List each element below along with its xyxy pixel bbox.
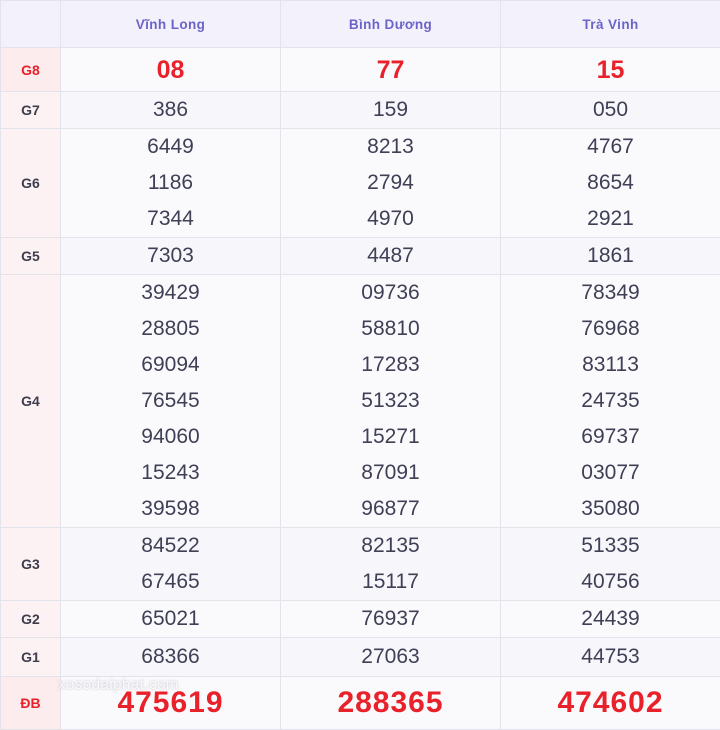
prize-number: 4767 [501, 129, 720, 165]
prize-number: 050 [501, 92, 720, 128]
prize-number: 94060 [61, 419, 280, 455]
prize-label-g1: G1 [1, 638, 61, 677]
prize-cell-g6-col2 [281, 129, 501, 238]
prize-number: 44753 [501, 639, 720, 675]
prize-number: 15117 [281, 564, 500, 600]
prize-number: 58810 [281, 311, 500, 347]
prize-number: 474602 [501, 685, 720, 721]
column-header-province-2: Bình Dương [281, 1, 501, 48]
prize-number: 4970 [281, 201, 500, 237]
prize-number: 6449 [61, 129, 280, 165]
prize-number: 39429 [61, 275, 280, 311]
prize-number: 27063 [281, 639, 500, 675]
prize-number: 96877 [281, 491, 500, 527]
prize-cell-g7-col2 [281, 92, 501, 129]
table-body [1, 48, 720, 730]
prize-cell-g4-col2 [281, 275, 501, 528]
prize-number: 87091 [281, 455, 500, 491]
prize-number: 03077 [501, 455, 720, 491]
prize-label-g8: G8 [1, 48, 61, 92]
prize-number: 35080 [501, 491, 720, 527]
prize-number: 475619 [61, 685, 280, 721]
prize-cell-g6-col1 [61, 129, 281, 238]
header-row [1, 1, 720, 48]
prize-number: 8213 [281, 129, 500, 165]
prize-cell-g2-col1 [61, 601, 281, 638]
prize-number: 39598 [61, 491, 280, 527]
prize-cell-g3-col2 [281, 528, 501, 601]
prize-number: 51335 [501, 528, 720, 564]
prize-cell-g1-col3 [501, 638, 720, 677]
prize-label-g3: G3 [1, 528, 61, 601]
table-row [1, 129, 720, 238]
table-row [1, 238, 720, 275]
prize-number: 7303 [61, 238, 280, 274]
prize-number: 40756 [501, 564, 720, 600]
prize-number: 2794 [281, 165, 500, 201]
table-row [1, 601, 720, 638]
table-row [1, 528, 720, 601]
prize-number: 69737 [501, 419, 720, 455]
prize-cell-g8-col1 [61, 48, 281, 92]
column-header-province-1: Vĩnh Long [61, 1, 281, 48]
prize-number: 288365 [281, 685, 500, 721]
prize-number: 76937 [281, 601, 500, 637]
prize-number: 28805 [61, 311, 280, 347]
table-row [1, 638, 720, 677]
table-corner-cell [1, 1, 61, 48]
table-header [1, 1, 720, 48]
prize-cell-g8-col3 [501, 48, 720, 92]
prize-number: 8654 [501, 165, 720, 201]
prize-cell-g5-col3 [501, 238, 720, 275]
prize-cell-g6-col3 [501, 129, 720, 238]
prize-number: 83113 [501, 347, 720, 383]
prize-number: 76545 [61, 383, 280, 419]
prize-number: 51323 [281, 383, 500, 419]
watermark-site-text: xosodaiphat.com [58, 676, 179, 693]
prize-number: 386 [61, 92, 280, 128]
prize-number: 15243 [61, 455, 280, 491]
prize-cell-g7-col1 [61, 92, 281, 129]
prize-number: 1861 [501, 238, 720, 274]
column-header-province-3: Trà Vinh [501, 1, 720, 48]
prize-cell-đb-col3 [501, 677, 720, 730]
prize-number: 17283 [281, 347, 500, 383]
prize-number: 24735 [501, 383, 720, 419]
prize-number: 68366 [61, 639, 280, 675]
prize-number: 159 [281, 92, 500, 128]
prize-cell-g2-col3 [501, 601, 720, 638]
prize-number: 76968 [501, 311, 720, 347]
prize-cell-g1-col2 [281, 638, 501, 677]
prize-cell-g4-col1 [61, 275, 281, 528]
prize-label-đb: ĐB [1, 677, 61, 730]
prize-cell-g4-col3 [501, 275, 720, 528]
prize-cell-g1-col1 [61, 638, 281, 677]
prize-number: 15271 [281, 419, 500, 455]
prize-number: 65021 [61, 601, 280, 637]
prize-number: 84522 [61, 528, 280, 564]
prize-number: 67465 [61, 564, 280, 600]
prize-label-g6: G6 [1, 129, 61, 238]
table-row [1, 48, 720, 92]
prize-cell-g5-col1 [61, 238, 281, 275]
prize-number: 4487 [281, 238, 500, 274]
prize-cell-g8-col2 [281, 48, 501, 92]
prize-label-g4: G4 [1, 275, 61, 528]
prize-number: 2921 [501, 201, 720, 237]
prize-cell-đb-col1 [61, 677, 281, 730]
prize-number: 78349 [501, 275, 720, 311]
prize-cell-đb-col2 [281, 677, 501, 730]
prize-cell-g3-col3 [501, 528, 720, 601]
prize-cell-g7-col3 [501, 92, 720, 129]
prize-cell-g5-col2 [281, 238, 501, 275]
prize-number: 1186 [61, 165, 280, 201]
prize-number: 69094 [61, 347, 280, 383]
prize-number: 82135 [281, 528, 500, 564]
prize-number: 77 [281, 52, 500, 88]
prize-number: 24439 [501, 601, 720, 637]
prize-cell-g3-col1 [61, 528, 281, 601]
prize-number: 08 [61, 52, 280, 88]
table-row [1, 275, 720, 528]
prize-label-g2: G2 [1, 601, 61, 638]
table-row [1, 677, 720, 730]
prize-label-g5: G5 [1, 238, 61, 275]
prize-number: 09736 [281, 275, 500, 311]
prize-number: 15 [501, 52, 720, 88]
prize-label-g7: G7 [1, 92, 61, 129]
table-row [1, 92, 720, 129]
prize-cell-g2-col2 [281, 601, 501, 638]
prize-number: 7344 [61, 201, 280, 237]
